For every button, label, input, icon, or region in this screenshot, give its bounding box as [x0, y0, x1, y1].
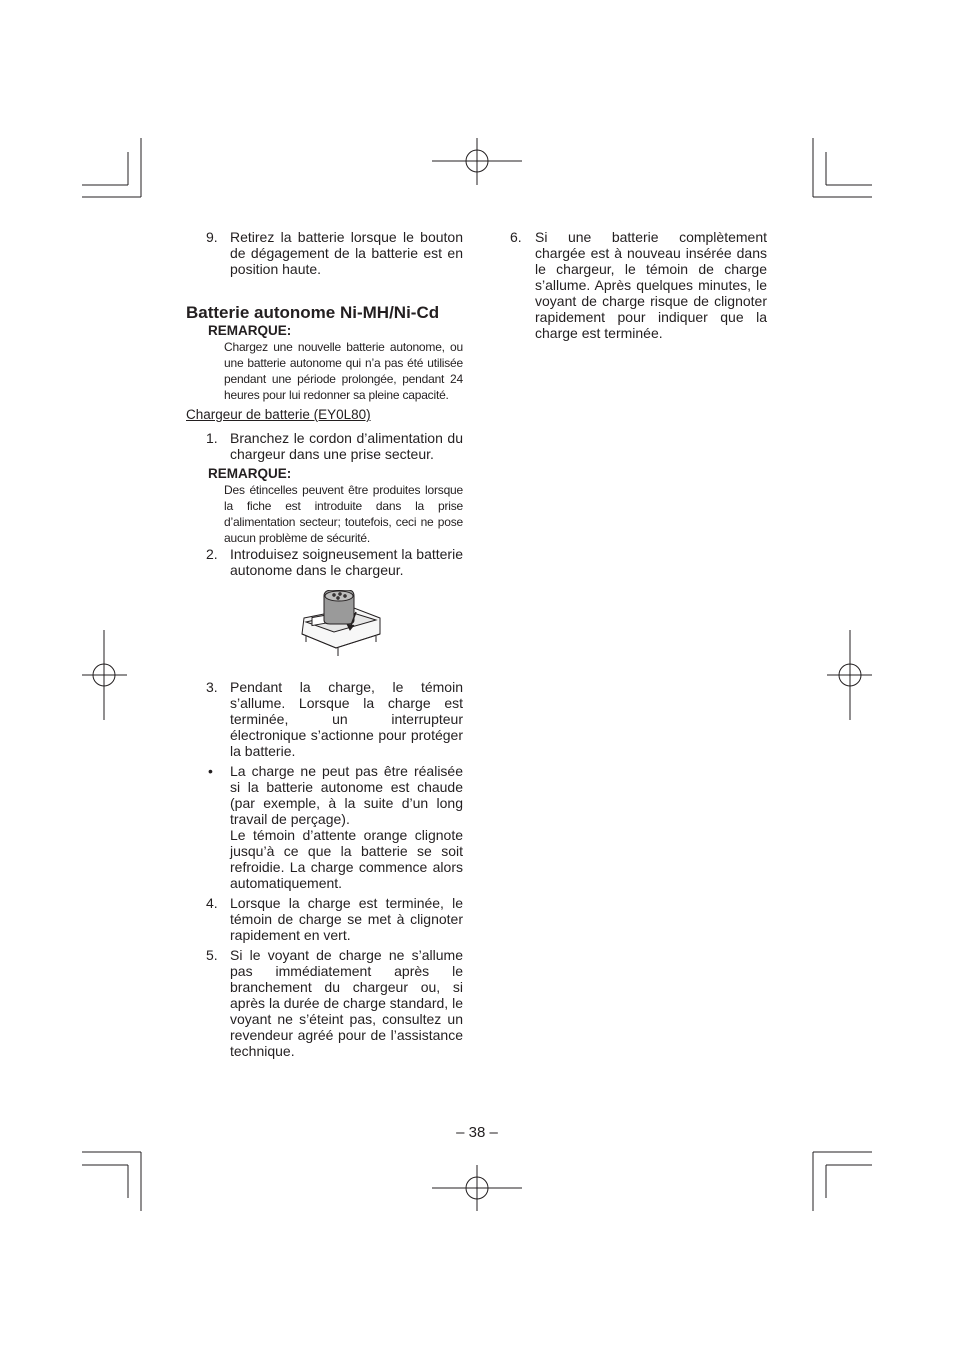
note-heading: REMARQUE: — [208, 466, 292, 481]
list-item: 9. Retirez la batterie lorsque le bouton de dégagement de la batterie est en position haute. — [206, 229, 463, 277]
right-column — [510, 229, 767, 341]
list-item: 3. Pendant la charge, le témoin s’allume. Lorsque la charge est terminée, un interrupteur électronique s’actionne pour protéger la batterie. — [206, 679, 463, 759]
subheading: Chargeur de batterie (EY0L80) — [186, 407, 371, 422]
list-item: 1. Branchez le cordon d’alimentation du chargeur dans une prise secteur. — [206, 430, 463, 462]
note-body: Des étincelles peuvent être produites lorsque la fiche est introduite dans la prise d’alimentation secteur; toutefois, ceci ne pose aucun problème de sécurité. — [224, 483, 463, 545]
list-item: 4. Lorsque la charge est terminée, le témoin de charge se met à clignoter rapidement en vert. — [206, 895, 463, 943]
note-body: Chargez une nouvelle batterie autonome, ou une batterie autonome qui n’a pas été utilisée pendant une période prolongée, pendant 24 heures pour lui redonner sa pleine capacité. — [224, 340, 463, 402]
page-number: – 38 – — [456, 1124, 498, 1141]
charger-illustration — [298, 590, 384, 660]
left-column — [186, 229, 463, 1059]
list-item: 5. Si le voyant de charge ne s’allume pas immédiatement après le branchement du chargeur ou, si après la durée de charge standard, le voyant ne s’éteint pas, consultez un revendeur agréé pour de l’assistance technique. — [206, 947, 463, 1059]
note-heading: REMARQUE: — [208, 323, 292, 338]
list-item: • La charge ne peut pas être réalisée si la batterie autonome est chaude (par exemple, à la suite d’un long travail de perçage). Le témoin d’attente orange clignote jusqu’à ce que la batterie se soit refroidie. La charge commence alors automatiquement. — [208, 763, 463, 891]
section-title: Batterie autonome Ni-MH/Ni-Cd — [186, 303, 440, 322]
list-item: 6. Si une batterie complètement chargée est à nouveau insérée dans le chargeur, le témoin de charge s’allume. Après quelques minutes, le voyant de charge risque de clignoter rapidement pour indiquer que la charge est terminée. — [510, 229, 767, 341]
list-item: 2. Introduisez soigneusement la batterie autonome dans le chargeur. — [206, 546, 463, 578]
